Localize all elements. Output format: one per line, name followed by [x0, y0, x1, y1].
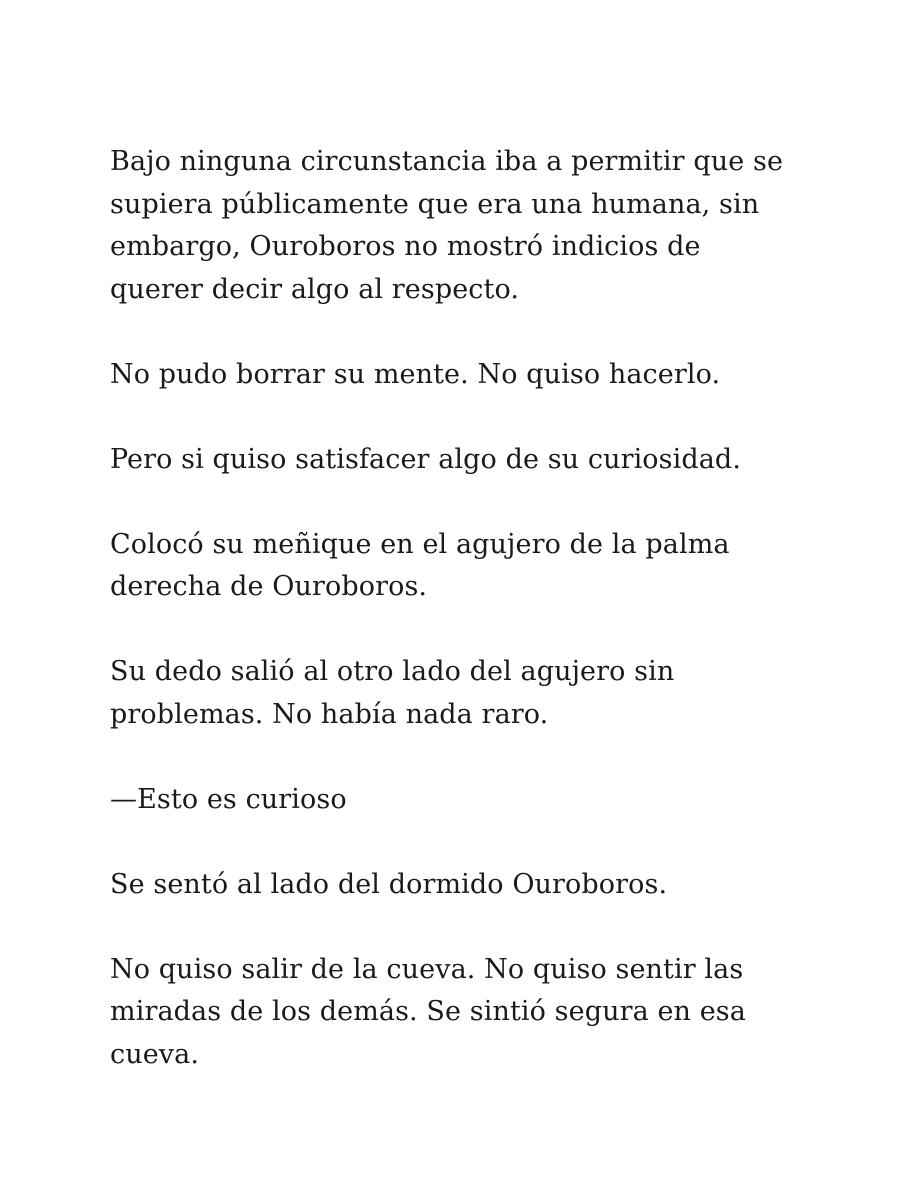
paragraph-8 — [110, 949, 790, 1077]
text-line: derecha de Ouroboros. — [110, 571, 428, 602]
text-line: No quiso salir de la cueva. No quiso sentir las — [110, 953, 744, 985]
text-line: —Esto es curioso — [110, 783, 347, 815]
text-line: Bajo ninguna circunstancia iba a permitir que se — [110, 146, 784, 177]
text-line: problemas. No había nada raro. — [110, 698, 549, 730]
paragraph-3 — [110, 439, 790, 482]
paragraph-5 — [110, 651, 790, 736]
paragraph-1 — [110, 141, 790, 311]
paragraph-4 — [110, 524, 790, 609]
text-line: cueva. — [110, 1038, 200, 1070]
text-line: Se sentó al lado del dormido Ouroboros. — [110, 868, 668, 900]
text-column — [110, 141, 790, 1119]
text-line: miradas de los demás. Se sintió segura en esa — [110, 996, 746, 1027]
text-line: querer decir algo al respecto. — [110, 273, 520, 305]
text-line: embargo, Ouroboros no mostró indicios de — [110, 231, 701, 262]
paragraph-6-dialogue — [110, 779, 790, 822]
paragraph-7 — [110, 864, 790, 907]
text-line: Pero si quiso satisfacer algo de su curiosidad. — [110, 443, 741, 475]
text-line: Su dedo salió al otro lado del agujero sin — [110, 656, 675, 687]
text-line: Colocó su meñique en el agujero de la palma — [110, 528, 730, 560]
text-line: No pudo borrar su mente. No quiso hacerlo. — [110, 358, 721, 390]
paragraph-2 — [110, 354, 790, 397]
text-line: supiera públicamente que era una humana, sin — [110, 188, 760, 220]
